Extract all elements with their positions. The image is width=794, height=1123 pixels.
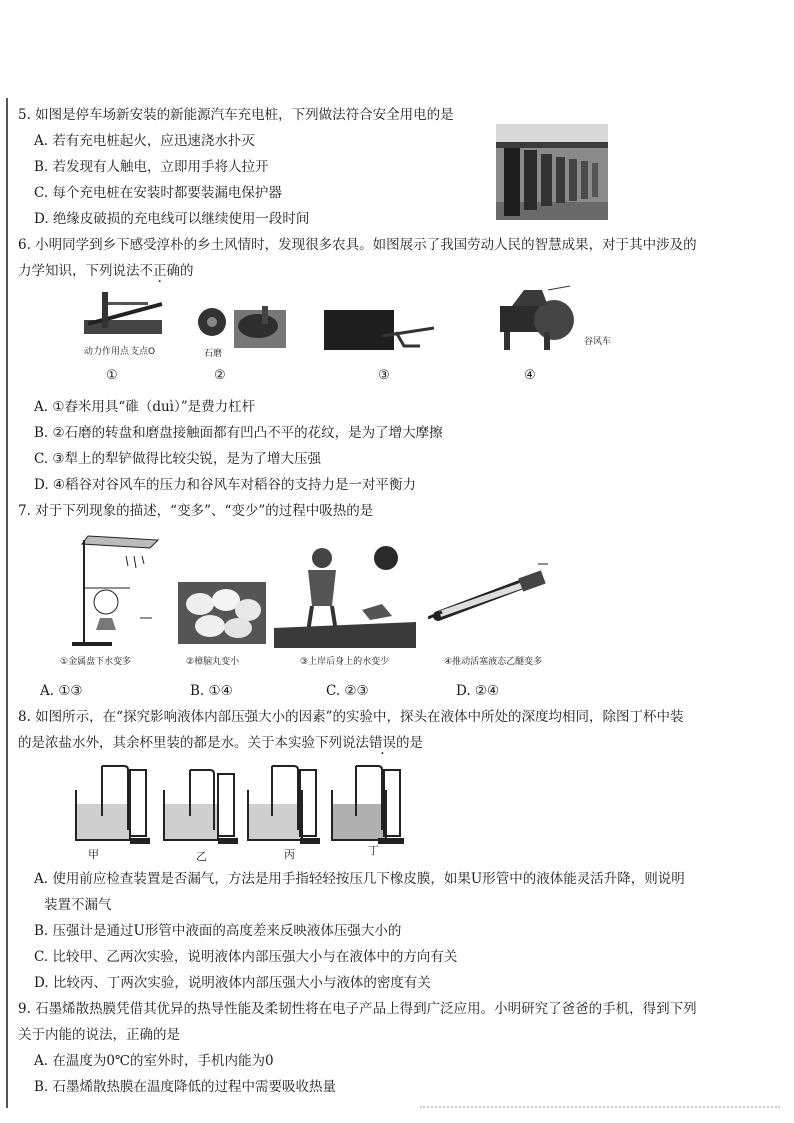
q8-stem-pre: 的是浓盐水外，其余杯里装的都是水。关于本实验下列说法 <box>18 735 369 751</box>
q6-stem-emphasis: 不正确 <box>139 263 180 279</box>
q8-option-c[interactable]: C. 比较甲、乙两次实验，说明液体内部压强大小与在液体中的方向有关 <box>34 949 458 965</box>
syringe-ether-figure <box>428 560 554 626</box>
margin-rule <box>6 98 8 1108</box>
q7-caption-2: ②樟脑丸变小 <box>186 657 240 667</box>
footer-dotted-rule <box>420 1106 780 1109</box>
q8-stem-line1: 8. 如图所示，在“探究影响液体内部压强大小的因素”的实验中，探头在液体中所处的深度均相同，除图丁杯中装 <box>18 709 684 725</box>
q6-figure-label-1: ① <box>106 368 118 383</box>
q7-option-b[interactable]: B. ①④ <box>190 683 233 699</box>
q6-figure-label-3: ③ <box>378 368 390 383</box>
q8-label-yi: 乙 <box>196 850 207 863</box>
q6-caption-winnower: 谷风车 <box>584 337 612 347</box>
beaker-jia <box>76 766 150 844</box>
q9-stem-line1: 9. 石墨烯散热膜凭借其优异的热导性能及柔韧性将在电子产品上得到广泛应用。小明研究了爸爸的手机，得到下列 <box>18 1001 697 1017</box>
q9-stem-line2: 关于内能的说法，正确的是 <box>18 1027 180 1043</box>
q8-option-b[interactable]: B. 压强计是通过U形管中液面的高度差来反映液体压强大小的 <box>34 923 402 939</box>
q8-stem-emphasis: 错误 <box>369 735 396 751</box>
beaker-ding <box>332 766 404 844</box>
q8-label-bing: 丙 <box>284 848 295 861</box>
q5-stem: 5. 如图是停车场新安装的新能源汽车充电桩，下列做法符合安全用电的是 <box>18 107 454 123</box>
q6-option-b[interactable]: B. ②石磨的转盘和磨盘接触面都有凹凸不平的花纹，是为了增大摩擦 <box>34 425 443 441</box>
camphor-balls-figure <box>178 582 266 644</box>
distillation-setup-figure <box>58 526 188 650</box>
charging-pile-photo <box>496 124 608 220</box>
q7-caption-1: ①金属盘下水变多 <box>60 657 132 667</box>
q6-figure-label-2: ② <box>214 368 226 383</box>
q7-caption-3: ③上岸后身上的水变少 <box>300 657 390 667</box>
q8-option-d[interactable]: D. 比较丙、丁两次实验，说明液体内部压强大小与液体的密度有关 <box>34 975 431 991</box>
q7-stem: 7. 对于下列现象的描述，“变多”、“变少”的过程中吸热的是 <box>18 503 374 519</box>
q7-option-d[interactable]: D. ②④ <box>456 683 500 699</box>
q9-option-b[interactable]: B. 石墨烯散热膜在温度降低的过程中需要吸收热量 <box>34 1079 337 1095</box>
q6-caption-force-point: 动力作用点 <box>84 347 130 357</box>
q8-label-jia: 甲 <box>88 848 99 861</box>
q6-option-a[interactable]: A. ①舂米用具“碓（duì）”是费力杠杆 <box>34 399 256 415</box>
q8-stem-line2 <box>18 734 423 752</box>
swimmer-ashore-figure <box>274 540 416 648</box>
q9-option-a[interactable]: A. 在温度为0℃的室外时，手机内能为0 <box>34 1053 274 1069</box>
plow-figure <box>324 306 436 354</box>
pressure-gauge-figure <box>72 760 410 848</box>
q6-stem-line1: 6. 小明同学到乡下感受淳朴的乡土风情时，发现很多农具。如图展示了我国劳动人民的智慧成果，对于其中涉及的 <box>18 237 697 253</box>
beaker-yi <box>164 770 238 844</box>
q6-stem-post: 的 <box>180 263 194 279</box>
q6-caption-stone-mill: 石磨 <box>204 349 223 359</box>
q6-option-c[interactable]: C. ③犁上的犁铲做得比较尖锐，是为了增大压强 <box>34 451 322 467</box>
q6-caption-pivot: 支点O <box>130 347 156 357</box>
q5-option-a[interactable]: A. 若有充电桩起火，应迅速浇水扑灭 <box>34 133 255 149</box>
q7-option-c[interactable]: C. ②③ <box>326 683 369 699</box>
q7-option-a[interactable]: A. ①③ <box>40 683 83 699</box>
q6-stem-line2 <box>18 262 194 280</box>
q8-stem-post: 的是 <box>396 735 423 751</box>
q7-caption-4: ④推动活塞液态乙醚变多 <box>444 657 543 667</box>
stone-mill-figure <box>196 296 288 352</box>
mortar-pestle-figure <box>78 286 170 346</box>
q6-figure-label-4: ④ <box>524 368 536 383</box>
q5-option-d[interactable]: D. 绝缘皮破损的充电线可以继续使用一段时间 <box>34 211 310 227</box>
q8-option-a[interactable]: A. 使用前应检查装置是否漏气，方法是用手指轻轻按压几下橡皮膜，如果U形管中的液体能灵活升降，则说明 <box>34 871 685 887</box>
q8-option-a-cont: 装置不漏气 <box>44 897 112 913</box>
q5-option-b[interactable]: B. 若发现有人触电，立即用手将人拉开 <box>34 159 269 175</box>
q8-label-ding: 丁 <box>368 844 379 857</box>
beaker-bing <box>248 766 320 844</box>
q6-option-d[interactable]: D. ④稻谷对谷风车的压力和谷风车对稻谷的支持力是一对平衡力 <box>34 477 417 493</box>
q5-option-c[interactable]: C. 每个充电桩在安装时都要装漏电保护器 <box>34 185 282 201</box>
q6-stem-pre: 力学知识，下列说法 <box>18 263 140 279</box>
